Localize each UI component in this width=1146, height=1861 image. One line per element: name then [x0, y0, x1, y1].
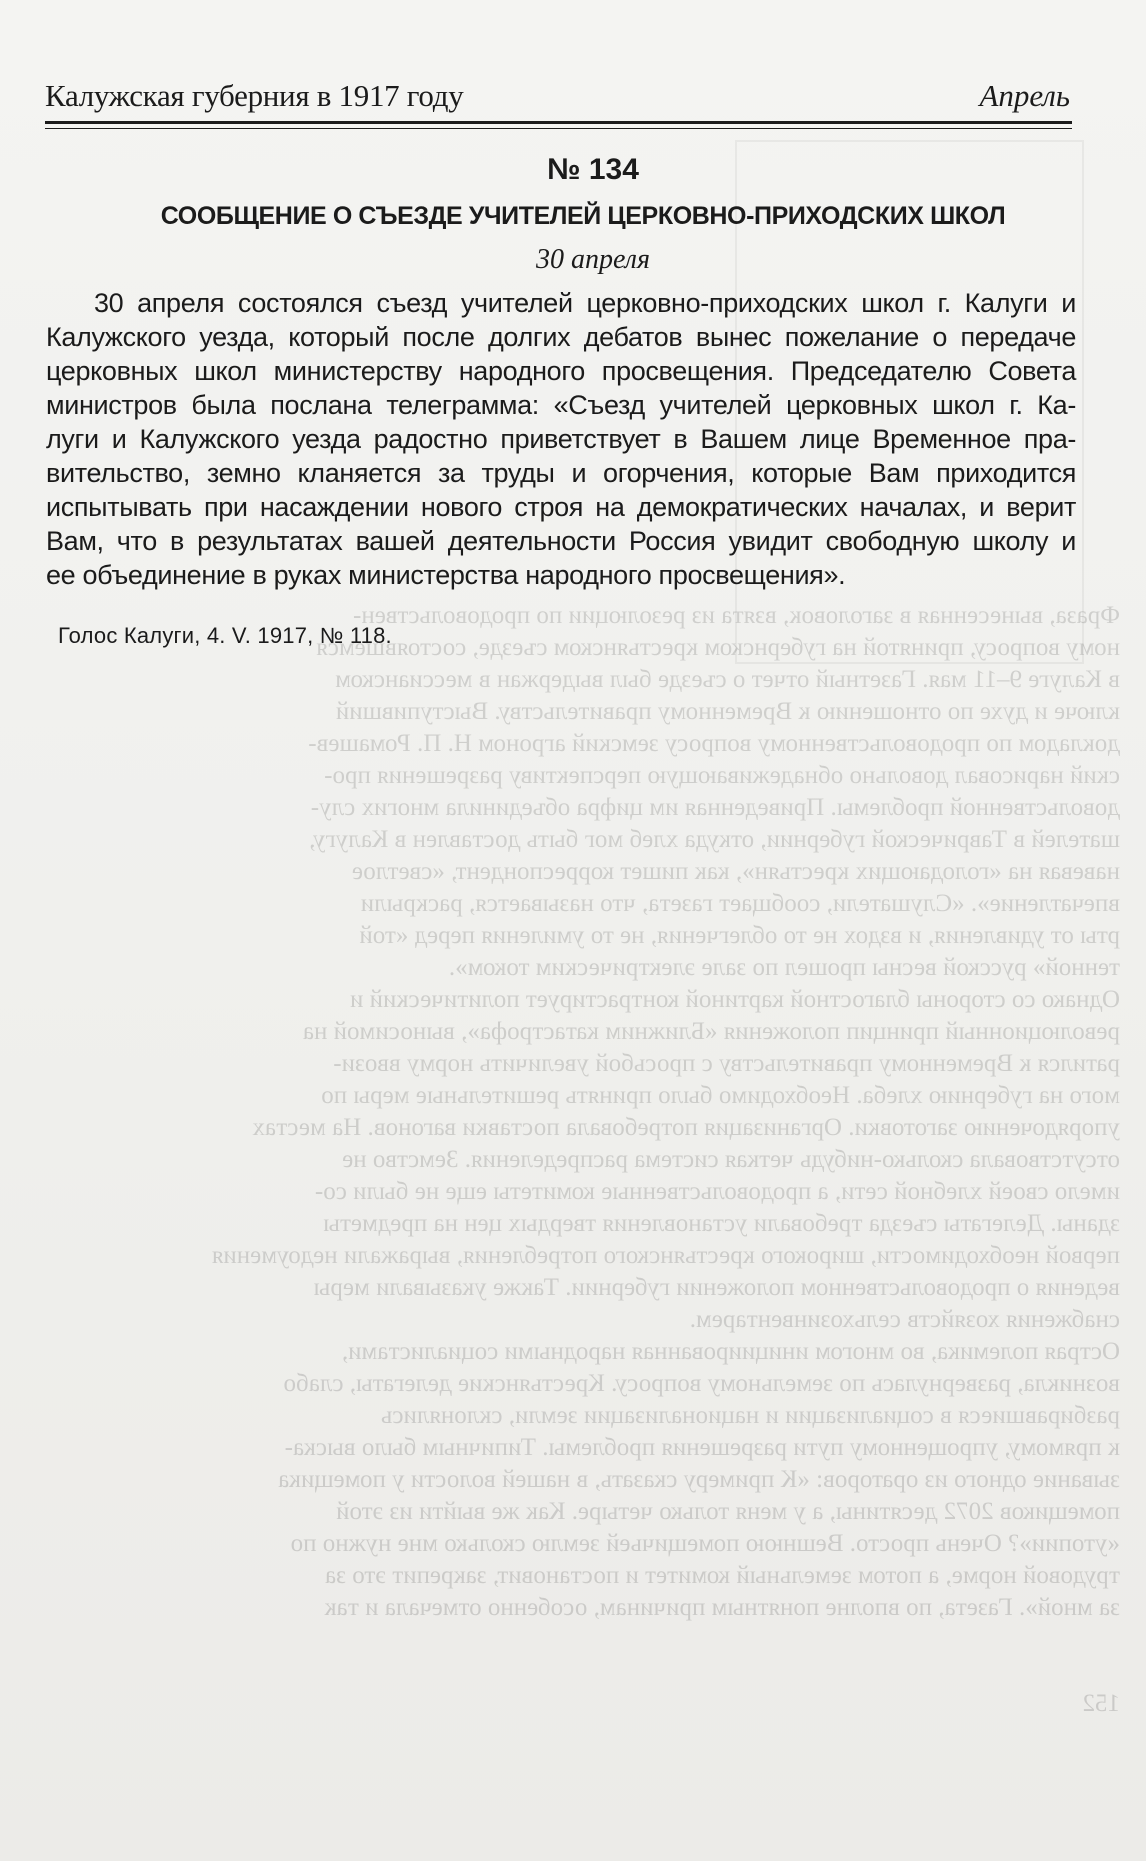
body-line: Вам, что в результатах вашей деятельности Россия увидит свободную школу и: [46, 526, 1076, 556]
body-line: луги и Калужского уезда радостно приветствует в Вашем лице Временное пра-: [46, 424, 1076, 454]
body-line: Калужского уезда, который после долгих дебатов вынес пожелание о передаче: [46, 322, 1076, 352]
document-body: [46, 286, 1076, 592]
body-line: ее объединение в руках министерства народного просвещения».: [46, 560, 846, 590]
document-number: № 134: [547, 153, 639, 186]
header-rule-thick: [45, 121, 1072, 124]
source-citation: Голос Калуги, 4. V. 1917, № 118.: [58, 623, 392, 648]
document-title: СООБЩЕНИЕ О СЪЕЗДЕ УЧИТЕЛЕЙ ЦЕРКОВНО-ПРИХОДСКИХ ШКОЛ: [160, 202, 1006, 230]
bleed-through-text: Фраза, вынесенная в заголовок, взята из резолюции по продовольствен- ному вопросу, принятой на губернском крестьянском съезде, состоявшемся в Калуге 9–11 мая. Газетный отчет о съезде был выдержан в мессианском ключе и духе по отношению к Временному правительству. Выступивший докладом по продовольственному вопросу земский агроном Н. П. Ромашев- ский нарисовал довольно обнадеживающую перспективу разрешения про- довольственной проблемы. Приведенная им цифра объединила многих слу- шателей в Таврической губернии, откуда хлеб мог быть доставлен в Калугу, навевая на «голодающих крестьян», как пишет корреспондент, «светлое впечатление». «Слушатели, сообщает газета, что называется, раскрыли рты от удивления, и вздох не то облегчения, не то умиления перед «той тенной» русской весны прошел по зале электрическим током». Однако со стороны благостной картиной контрастирует политический и революционный принцип положения «Ближним катастрофа», выносимой на ратился к Временному правительству с просьбой увеличить норму ввози- мого на губернию хлеба. Необходимо было принять решительные меры по упорядочению заготовки. Организация потребовала поставки вагонов. На местах отсутствовала сколько-нибудь четкая система распределения. Земство не имело своей хлебной сети, а продовольственные комитеты еще не были со- зданы. Делегаты съезда требовали установления твердых цен на предметы первой необходимости, широкого крестьянского потребления, выражали недоумения ведения о продовольственном положении губернии. Также указывали меры снабжения хозяйств сельхозинвентарем. Острая полемика, во многом инициированная народными социалистами, возникла, развернулась по земельному вопросу. Крестьянские делегаты, слабо разбиравшиеся в социализации и национализации земли, склонялись к прямому, упрощенному пути разрешения проблемы. Типичным было выска- зывание одного из ораторов: «К примеру сказать, в нашей волости у помещика помещиков 2072 десятины, а у меня только четыре. Как же выйти из этой «утопии»? Очень просто. Вешнюю помещичьей землю сколько мне нужно по трудовой норме, а потом земельный комитет и постановит, закрепит это за за мной». Газета, по вполне понятным причинам, особенно отмечала и так 152: [211, 602, 1120, 1717]
running-header: [45, 78, 1070, 124]
header-rule-thin: [45, 128, 1072, 129]
body-line: испытывать при насаждении нового строя на демократических началах, и верит: [46, 492, 1076, 522]
header-book-title: Калужская губерния в 1917 году: [45, 78, 464, 113]
body-line: 30 апреля состоялся съезд учителей церковно-приходских школ г. Калуги и: [94, 288, 1076, 318]
header-month: Апрель: [979, 78, 1070, 113]
body-line: министров была послана телеграмма: «Съезд учителей церковных школ г. Ка-: [46, 390, 1076, 420]
body-line: вительство, земно кланяется за труды и огорчения, которые Вам приходится: [46, 458, 1076, 488]
document-date: 30 апреля: [536, 244, 650, 275]
body-line: церковных школ министерству народного просвещения. Председателю Совета: [46, 356, 1076, 386]
